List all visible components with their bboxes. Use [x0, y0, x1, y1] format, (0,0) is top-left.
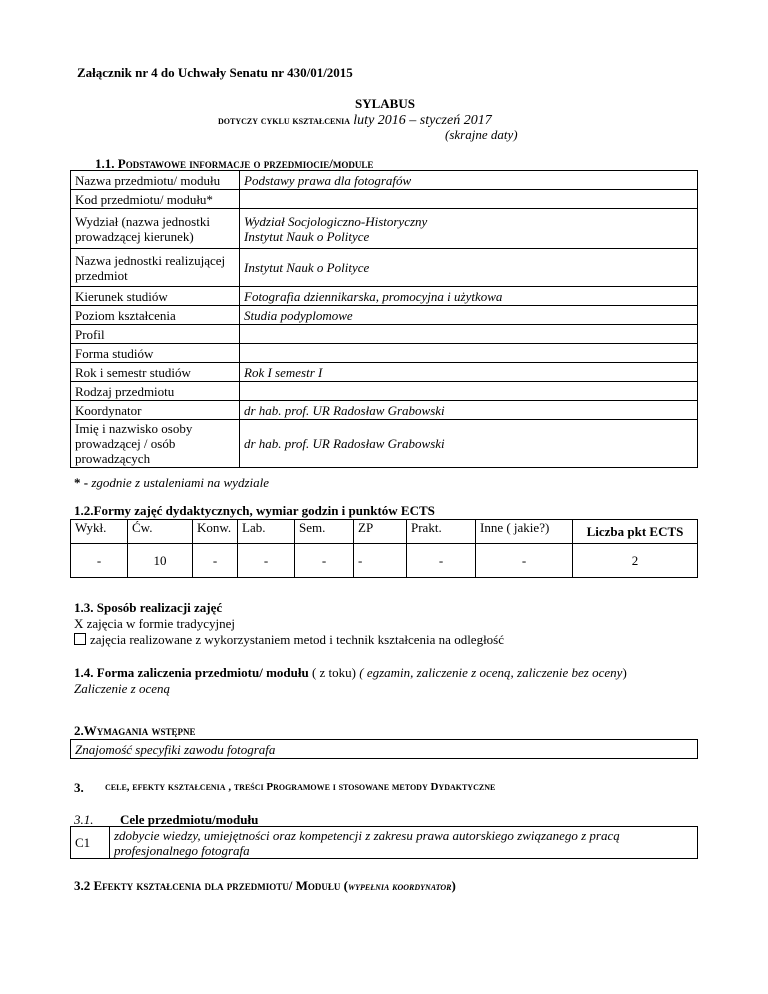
table-cell: - — [238, 544, 295, 578]
row-value — [240, 209, 698, 249]
cycle-value: luty 2016 – styczeń 2017 — [353, 113, 492, 128]
row-label: Kierunek studiów — [71, 287, 240, 306]
table-row — [71, 306, 698, 325]
column-header: Liczba pkt ECTS — [573, 520, 698, 544]
row-value — [240, 190, 698, 209]
section-1-4-mid: ( z toku) — [311, 665, 356, 680]
row-value — [240, 344, 698, 363]
table-cell: - — [193, 544, 238, 578]
table-row — [71, 344, 698, 363]
row-value: Podstawy prawa dla fotografów — [240, 171, 698, 190]
row-label: Rodzaj przedmiotu — [71, 382, 240, 401]
row-label: Koordynator — [71, 401, 240, 420]
column-header: Inne ( jakie?) — [476, 520, 573, 544]
column-header: Prakt. — [407, 520, 476, 544]
table-row — [71, 325, 698, 344]
table-row — [71, 249, 698, 287]
row-label: Nazwa jednostki realizującej przedmiot — [71, 249, 240, 287]
section-3-2-heading-line — [74, 878, 456, 894]
footnote-star: * - — [74, 475, 89, 490]
section-3-num: 3. — [74, 780, 84, 795]
column-header: ZP — [354, 520, 407, 544]
objectives-table — [70, 826, 698, 859]
table-row — [71, 401, 698, 420]
table-row — [71, 544, 698, 578]
column-header: Ćw. — [128, 520, 193, 544]
row-label: Poziom kształcenia — [71, 306, 240, 325]
delivery-remote — [74, 632, 504, 648]
basic-info-table — [70, 170, 698, 468]
column-header: Lab. — [238, 520, 295, 544]
section-3-2-paren-open: ( — [343, 878, 349, 893]
column-header: Konw. — [193, 520, 238, 544]
section-3-1-heading: Cele przedmiotu/modułu — [120, 812, 259, 827]
dates-note: (skrajne daty) — [445, 127, 518, 142]
table-header-row — [71, 520, 698, 544]
section-1-4-heading-line — [74, 665, 627, 681]
table-row — [71, 209, 698, 249]
row-value — [240, 325, 698, 344]
requirements-table — [70, 739, 698, 759]
table-row — [71, 287, 698, 306]
row-value: Fotografia dziennikarska, promocyjna i użytkowa — [240, 287, 698, 306]
table-row — [71, 171, 698, 190]
requirements-value: Znajomość specyfiki zawodu fotografa — [71, 740, 698, 759]
table-cell: 2 — [573, 544, 698, 578]
objective-text — [110, 827, 698, 859]
section-3-2-hint: wypełnia koordynator — [348, 881, 452, 893]
document-title: SYLABUS — [355, 96, 415, 111]
footnote-text: zgodnie z ustaleniami na wydziale — [91, 475, 270, 490]
objective-text-line: profesjonalnego fotografa — [114, 842, 250, 858]
table-row — [71, 382, 698, 401]
column-header: Sem. — [295, 520, 354, 544]
table-row — [71, 363, 698, 382]
table-cell: - — [476, 544, 573, 578]
section-1-4-hint-close: ) — [622, 665, 627, 680]
section-3-heading: cele, efekty kształcenia , treści Programowe i stosowane metody Dydaktyczne — [105, 781, 496, 793]
delivery-remote-label: zajęcia realizowane z wykorzystaniem metod i technik kształcenia na odległość — [90, 632, 505, 647]
row-value: dr hab. prof. UR Radosław Grabowski — [240, 420, 698, 468]
row-label: Forma studiów — [71, 344, 240, 363]
table-row — [71, 740, 698, 759]
checkbox-icon — [74, 633, 86, 645]
objective-text-line: zdobycie wiedzy, umiejętności oraz kompetencji z zakresu prawa autorskiego związanego z pracą — [114, 827, 620, 843]
cycle-label: dotyczy cyklu kształcenia — [218, 115, 351, 127]
row-value: Rok I semestr I — [240, 363, 698, 382]
row-value — [240, 382, 698, 401]
ects-table — [70, 519, 698, 578]
row-value: dr hab. prof. UR Radosław Grabowski — [240, 401, 698, 420]
table-cell: - — [295, 544, 354, 578]
table-cell: - — [407, 544, 476, 578]
section-1-4-hint: ( egzamin, zaliczenie z oceną, zaliczenie bez oceny — [359, 665, 623, 680]
section-1-4-heading: 1.4. Forma zaliczenia przedmiotu/ modułu — [74, 665, 309, 680]
objective-code: C1 — [71, 827, 110, 859]
table-cell: - — [71, 544, 128, 578]
row-label: Wydział (nazwa jednostki prowadzącej kierunek) — [71, 209, 240, 249]
section-2-heading: 2.Wymagania wstępne — [74, 723, 196, 738]
row-value-line: Wydział Socjologiczno-Historyczny — [244, 213, 428, 229]
section-3-1-num: 3.1. — [74, 812, 94, 827]
attachment-note: Załącznik nr 4 do Uchwały Senatu nr 430/01/2015 — [77, 65, 353, 80]
section-3-2-paren-close: ) — [451, 878, 456, 893]
row-label: Profil — [71, 325, 240, 344]
table-row — [71, 190, 698, 209]
section-1-2-heading: 1.2.Formy zajęć dydaktycznych, wymiar godzin i punktów ECTS — [74, 503, 435, 518]
table-row — [71, 827, 698, 859]
section-1-1-heading: 1.1. Podstawowe informacje o przedmiocie/module — [95, 156, 374, 171]
row-label: Kod przedmiotu/ modułu* — [71, 190, 240, 209]
row-value-line: Instytut Nauk o Polityce — [244, 228, 370, 244]
table-row — [71, 420, 698, 468]
footnote — [74, 475, 269, 491]
assessment-form: Zaliczenie z oceną — [74, 681, 171, 696]
section-1-3-heading: 1.3. Sposób realizacji zajęć — [74, 600, 223, 615]
row-value: Studia podyplomowe — [240, 306, 698, 325]
table-cell: 10 — [128, 544, 193, 578]
delivery-traditional: X zajęcia w formie tradycyjnej — [74, 616, 235, 631]
row-value: Instytut Nauk o Polityce — [240, 249, 698, 287]
section-3-2-heading: 3.2 Efekty kształcenia dla przedmiotu/ Modułu — [74, 878, 341, 893]
table-cell: - — [354, 544, 407, 578]
row-label: Nazwa przedmiotu/ modułu — [71, 171, 240, 190]
row-label: Rok i semestr studiów — [71, 363, 240, 382]
column-header: Wykł. — [71, 520, 128, 544]
row-label: Imię i nazwisko osoby prowadzącej / osób prowadzących — [71, 420, 240, 468]
